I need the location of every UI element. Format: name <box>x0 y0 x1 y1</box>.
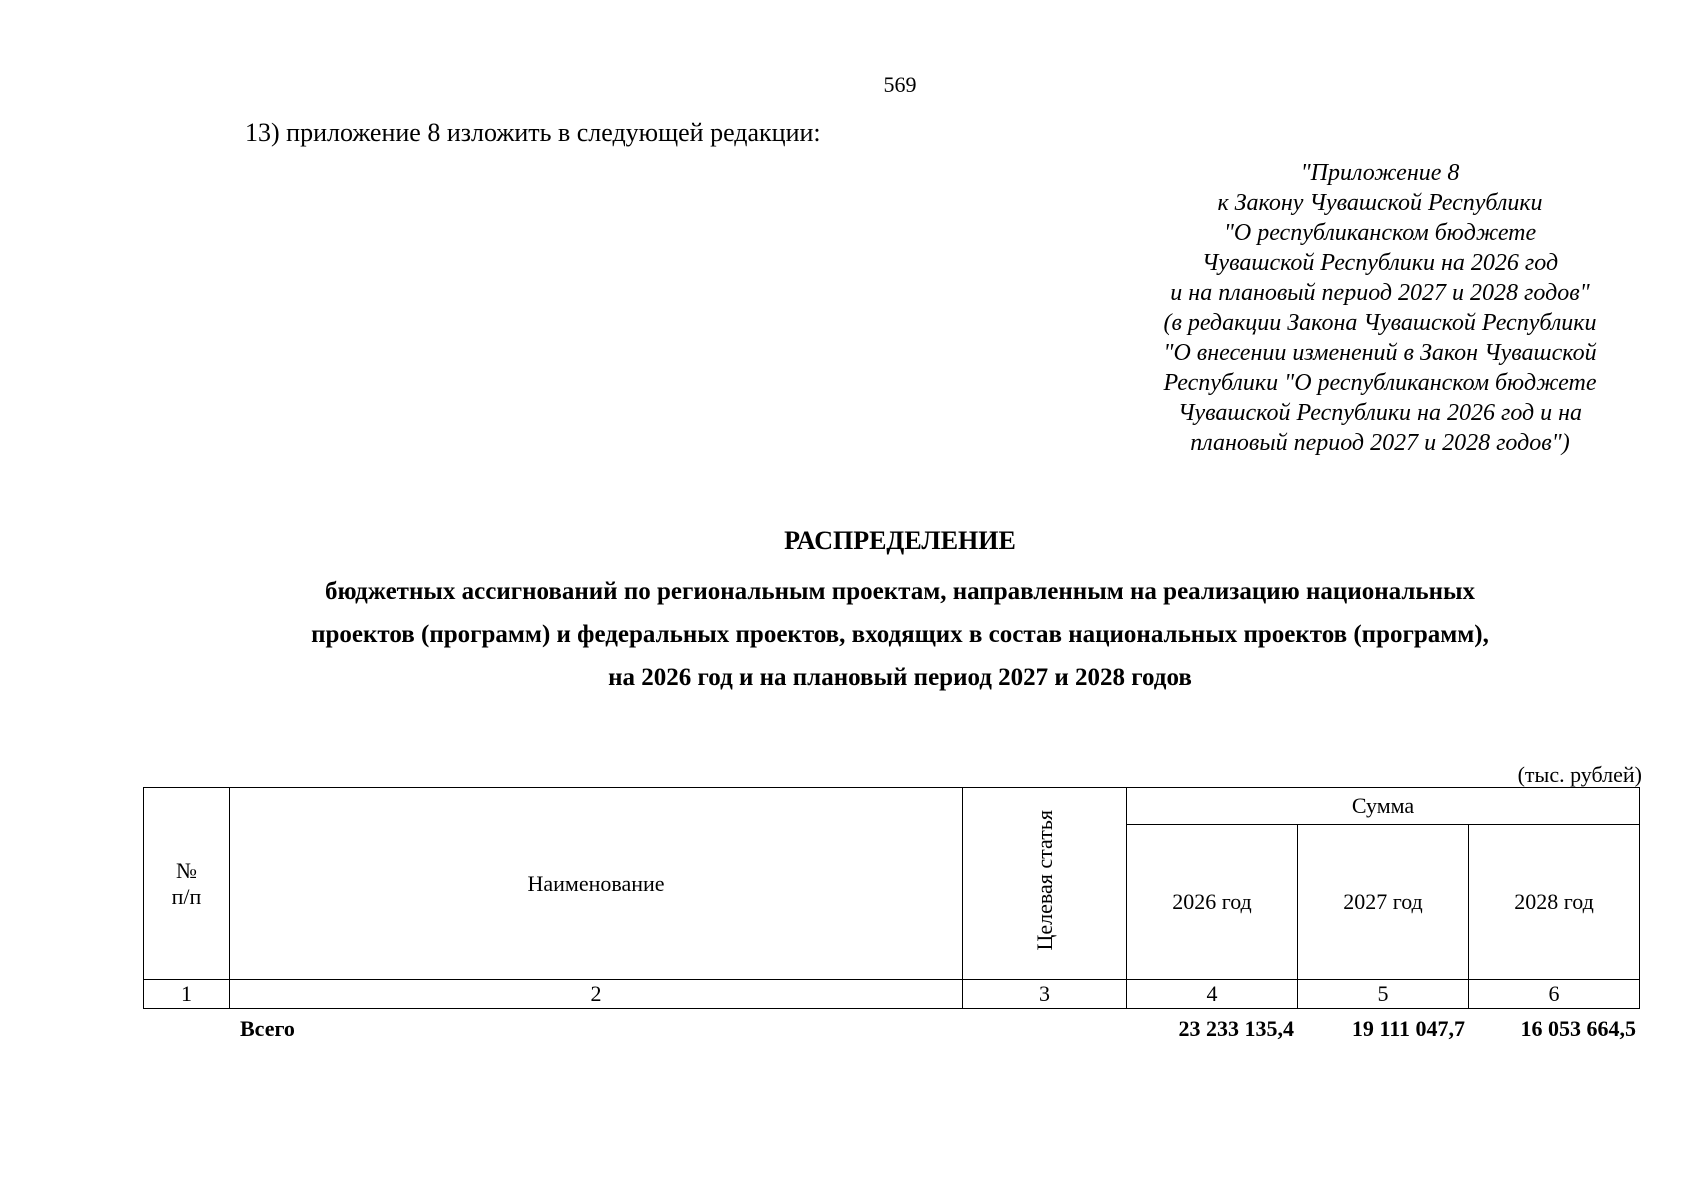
budget-table <box>143 787 1640 1009</box>
header-sum: Сумма <box>1127 788 1640 825</box>
document-title: РАСПРЕДЕЛЕНИЕ <box>784 526 1016 555</box>
appendix-line: Республики "О республиканском бюджете <box>1163 370 1597 396</box>
total-2028: 16 053 664,5 <box>1520 1016 1636 1041</box>
header-year-2028: 2028 год <box>1469 825 1640 980</box>
appendix-line: (в редакции Закона Чувашской Республики <box>1163 310 1597 336</box>
subtitle-line: проектов (программ) и федеральных проектов, входящих в состав национальных проектов (программ), <box>311 621 1489 648</box>
column-number: 6 <box>1469 980 1640 1009</box>
appendix-line: к Закону Чувашской Республики <box>1217 190 1543 216</box>
total-label: Всего <box>240 1016 295 1041</box>
subtitle-line: бюджетных ассигнований по региональным проектам, направленным на реализацию национальных <box>324 578 1476 605</box>
total-2026: 23 233 135,4 <box>1178 1016 1294 1041</box>
header-number-symbol: № <box>176 857 197 883</box>
header-year-2027: 2027 год <box>1298 825 1469 980</box>
document-subtitle <box>0 570 1698 699</box>
appendix-line: "О республиканском бюджете <box>1223 220 1537 246</box>
header-target-article <box>963 788 1127 980</box>
column-number: 1 <box>144 980 230 1009</box>
total-row <box>0 1016 1698 1046</box>
header-number <box>144 788 230 980</box>
appendix-line: "О внесении изменений в Закон Чувашской <box>1163 340 1597 366</box>
appendix-line: Чувашской Республики на 2026 год и на <box>1177 400 1583 426</box>
appendix-line: и на плановый период 2027 и 2028 годов" <box>1170 280 1590 306</box>
header-number-abbr: п/п <box>171 883 202 909</box>
column-number: 5 <box>1298 980 1469 1009</box>
header-year-2026: 2026 год <box>1127 825 1298 980</box>
header-target-article-label: Целевая статья <box>1031 810 1057 951</box>
intro-text: 13) приложение 8 изложить в следующей редакции: <box>245 118 821 147</box>
column-number: 3 <box>963 980 1127 1009</box>
appendix-line: плановый период 2027 и 2028 годов") <box>1190 430 1570 456</box>
appendix-reference <box>1120 158 1640 458</box>
column-number: 2 <box>230 980 963 1009</box>
appendix-line: Чувашской Республики на 2026 год <box>1201 250 1559 276</box>
header-name: Наименование <box>230 788 963 980</box>
units-label: (тыс. рублей) <box>1517 762 1642 787</box>
subtitle-line: на 2026 год и на плановый период 2027 и 2028 годов <box>608 664 1192 691</box>
total-2027: 19 111 047,7 <box>1351 1016 1465 1041</box>
table-header-row <box>144 788 1640 825</box>
page-number: 569 <box>883 72 917 97</box>
column-numbering-row <box>144 980 1640 1009</box>
appendix-line: "Приложение 8 <box>1300 160 1460 186</box>
column-number: 4 <box>1127 980 1298 1009</box>
